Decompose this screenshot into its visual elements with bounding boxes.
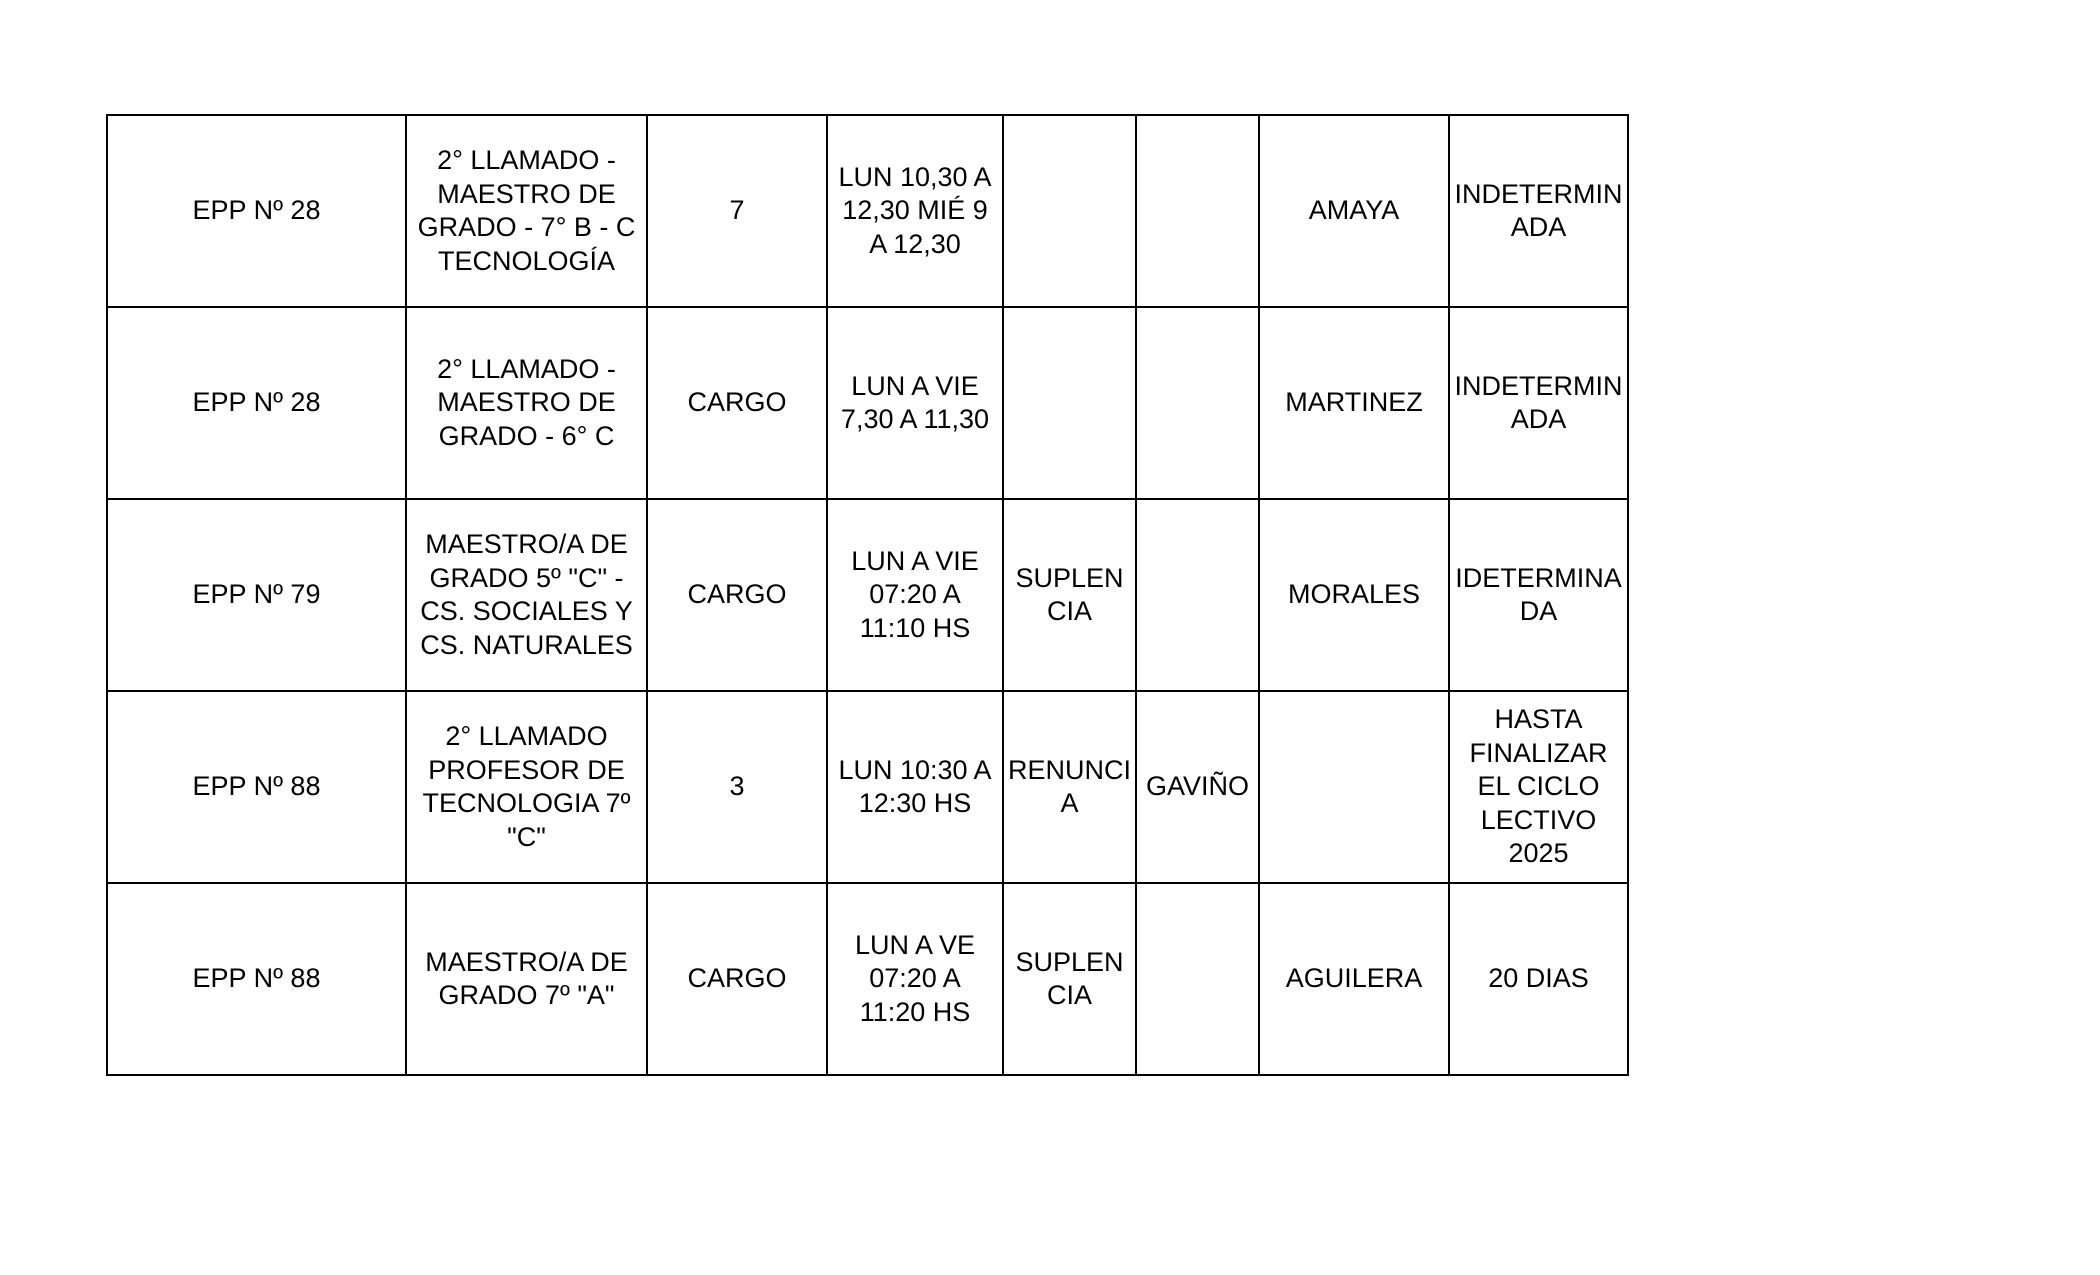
school-cell — [107, 691, 406, 883]
school-cell — [107, 499, 406, 691]
school-cell — [107, 307, 406, 499]
assigned-name-cell — [1259, 499, 1449, 691]
school-cell-text: EPP Nº 28 — [192, 195, 321, 226]
school-cell — [107, 883, 406, 1075]
reason-cell — [1003, 499, 1136, 691]
previous-holder-cell — [1136, 499, 1259, 691]
position-cell — [406, 691, 647, 883]
schedule-cell — [827, 691, 1003, 883]
schedule-cell-text: LUN A VIE 7,30 A 11,30 — [840, 370, 990, 434]
assigned-name-cell-text: MARTINEZ — [1285, 387, 1423, 418]
assigned-name-cell-text: AGUILERA — [1285, 963, 1423, 994]
schedule-cell — [827, 499, 1003, 691]
hours-cell — [647, 883, 827, 1075]
previous-holder-cell — [1136, 307, 1259, 499]
schedule-cell — [827, 307, 1003, 499]
assigned-name-cell — [1259, 115, 1449, 307]
position-cell — [406, 307, 647, 499]
assigned-name-cell — [1259, 691, 1449, 883]
reason-cell — [1003, 691, 1136, 883]
schedule-cell-text: LUN A VE 07:20 A 11:20 HS — [854, 929, 976, 1027]
hours-cell-text: CARGO — [687, 579, 787, 610]
hours-cell-text: 3 — [729, 771, 745, 802]
previous-holder-cell — [1136, 691, 1259, 883]
assigned-name-cell — [1259, 307, 1449, 499]
assigned-name-cell — [1259, 883, 1449, 1075]
hours-cell — [647, 115, 827, 307]
previous-holder-cell — [1136, 883, 1259, 1075]
table-row — [107, 883, 1628, 1075]
position-cell-text: 2° LLAMADO - MAESTRO DE GRADO - 7° B - C TECNOLOGÍA — [417, 145, 636, 276]
hours-cell — [647, 499, 827, 691]
table-row — [107, 499, 1628, 691]
position-cell-text: 2° LLAMADO - MAESTRO DE GRADO - 6° C — [437, 353, 616, 451]
school-cell-text: EPP Nº 79 — [192, 579, 321, 610]
hours-cell-text: 7 — [729, 195, 745, 226]
reason-cell — [1003, 307, 1136, 499]
table-row — [107, 691, 1628, 883]
duration-cell-text: INDETERMIN ADA — [1454, 370, 1623, 434]
table-row — [107, 307, 1628, 499]
school-cell-text: EPP Nº 28 — [192, 387, 321, 418]
duration-cell-text: HASTA FINALIZAR EL CICLO LECTIVO 2025 — [1469, 704, 1608, 869]
table-row — [107, 115, 1628, 307]
position-cell — [406, 115, 647, 307]
schedule-cell — [827, 115, 1003, 307]
duration-cell-text: IDETERMINA DA — [1455, 562, 1622, 626]
assigned-name-cell-text: MORALES — [1287, 579, 1421, 610]
hours-cell-text: CARGO — [687, 963, 787, 994]
reason-cell — [1003, 115, 1136, 307]
duration-cell-text: 20 DIAS — [1488, 963, 1589, 994]
schedule-cell-text: LUN 10:30 A 12:30 HS — [838, 754, 992, 818]
position-cell-text: MAESTRO/A DE GRADO 7º "A" — [425, 946, 628, 1010]
assigned-name-cell-text: AMAYA — [1308, 195, 1400, 226]
vacancy-table — [106, 114, 1629, 1076]
school-cell-text: EPP Nº 88 — [192, 963, 321, 994]
position-cell — [406, 883, 647, 1075]
reason-cell-text: RENUNCI A — [1007, 754, 1131, 818]
duration-cell — [1449, 499, 1628, 691]
duration-cell — [1449, 883, 1628, 1075]
duration-cell-text: INDETERMIN ADA — [1454, 178, 1623, 242]
position-cell-text: 2° LLAMADO PROFESOR DE TECNOLOGIA 7º "C" — [422, 721, 631, 852]
duration-cell — [1449, 307, 1628, 499]
duration-cell — [1449, 115, 1628, 307]
duration-cell — [1449, 691, 1628, 883]
schedule-cell-text: LUN A VIE 07:20 A 11:10 HS — [851, 545, 979, 643]
reason-cell — [1003, 883, 1136, 1075]
reason-cell-text: SUPLEN CIA — [1015, 562, 1124, 626]
reason-cell-text: SUPLEN CIA — [1015, 946, 1124, 1010]
school-cell — [107, 115, 406, 307]
previous-holder-cell — [1136, 115, 1259, 307]
position-cell-text: MAESTRO/A DE GRADO 5º "C" - CS. SOCIALES Y CS. NATURALES — [420, 529, 633, 660]
hours-cell — [647, 307, 827, 499]
schedule-cell — [827, 883, 1003, 1075]
hours-cell-text: CARGO — [687, 387, 787, 418]
table-body — [107, 115, 1628, 1075]
school-cell-text: EPP Nº 88 — [192, 771, 321, 802]
hours-cell — [647, 691, 827, 883]
position-cell — [406, 499, 647, 691]
schedule-cell-text: LUN 10,30 A 12,30 MIÉ 9 A 12,30 — [838, 161, 992, 259]
previous-holder-cell-text: GAVIÑO — [1145, 771, 1250, 802]
